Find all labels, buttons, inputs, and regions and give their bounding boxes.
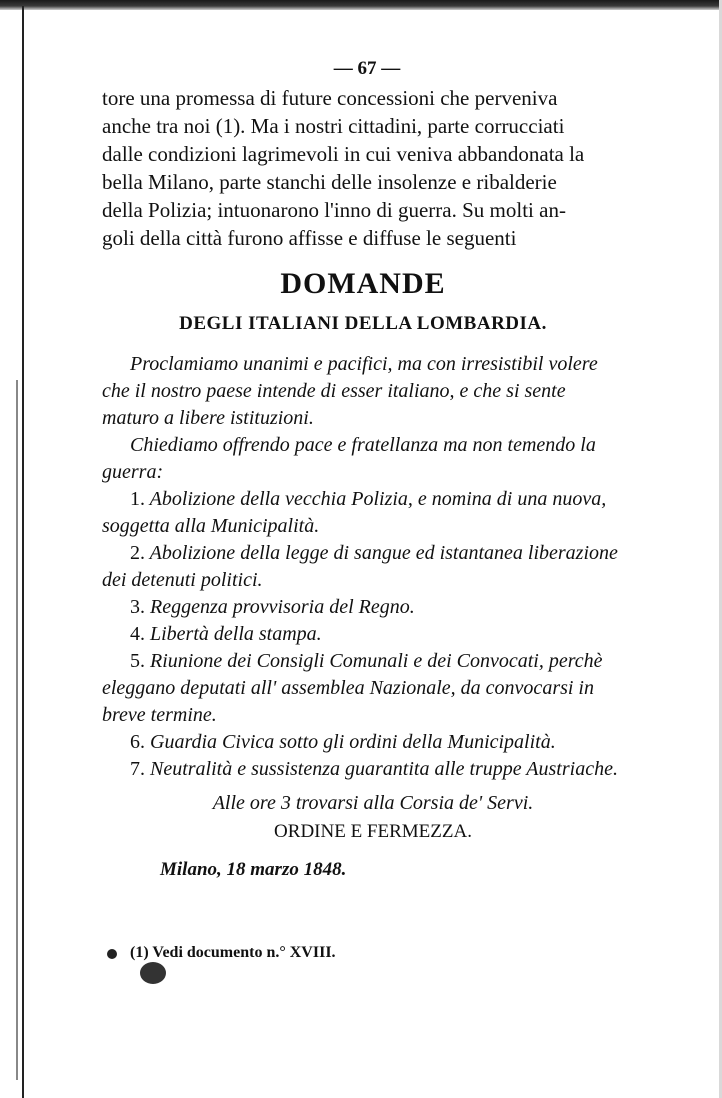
- place-date: Milano, 18 marzo 1848.: [160, 859, 347, 880]
- section-title: DOMANDE: [280, 267, 446, 300]
- demand-item: 5. Riunione dei Consigli Comunali e dei Convocati, perchè eleggano deputati all' assemblea Nazionale, da convocarsi in breve termine.: [102, 650, 603, 726]
- order-line: ORDINE E FERMEZZA.: [274, 821, 472, 842]
- ink-blot: [140, 962, 166, 984]
- intro-line: goli della città furono affisse e diffuse le seguenti: [102, 226, 517, 250]
- intro-paragraph: [102, 84, 624, 252]
- intro-line: dalle condizioni lagrimevoli in cui veniva abbandonata la: [102, 142, 585, 166]
- page-number: — 67 —: [333, 58, 401, 79]
- demand-item: 2. Abolizione della legge di sangue ed istantanea liberazione dei detenuti politici.: [102, 542, 618, 591]
- demand-item: 7. Neutralità e sussistenza guarantita alle truppe Austriache.: [130, 758, 618, 780]
- proclamation-paragraph: Proclamiamo unanimi e pacifici, ma con irresistibil volere che il nostro paese intende di esser italiano, e che si sente maturo a libere istituzioni.: [102, 353, 598, 429]
- scan-top-edge: [0, 0, 722, 10]
- scan-binding-edge: [22, 6, 24, 1098]
- footnote: (1) Vedi documento n.° XVIII.: [130, 944, 336, 961]
- intro-line: bella Milano, parte stanchi delle insolenze e ribalderie: [102, 170, 557, 194]
- intro-line: tore una promessa di future concessioni che perveniva: [102, 86, 558, 110]
- intro-line: anche tra noi (1). Ma i nostri cittadini, parte corrucciati: [102, 114, 565, 138]
- demand-item: 3. Reggenza provvisoria del Regno.: [130, 596, 415, 618]
- section-subtitle: DEGLI ITALIANI DELLA LOMBARDIA.: [179, 313, 547, 334]
- intro-line: della Polizia; intuonarono l'inno di guerra. Su molti an-: [102, 198, 566, 222]
- book-page: [102, 58, 624, 881]
- ink-blot: [107, 949, 117, 959]
- demand-item: 1. Abolizione della vecchia Polizia, e nomina di una nuova, soggetta alla Municipalità.: [102, 488, 607, 537]
- demand-item: 6. Guardia Civica sotto gli ordini della Municipalità.: [130, 731, 556, 753]
- request-intro: Chiediamo offrendo pace e fratellanza ma non temendo la guerra:: [102, 434, 596, 483]
- scan-binding-shadow: [16, 380, 18, 1080]
- demand-item: 4. Libertà della stampa.: [130, 623, 322, 645]
- closing-line: Alle ore 3 trovarsi alla Corsia de' Servi.: [212, 792, 534, 814]
